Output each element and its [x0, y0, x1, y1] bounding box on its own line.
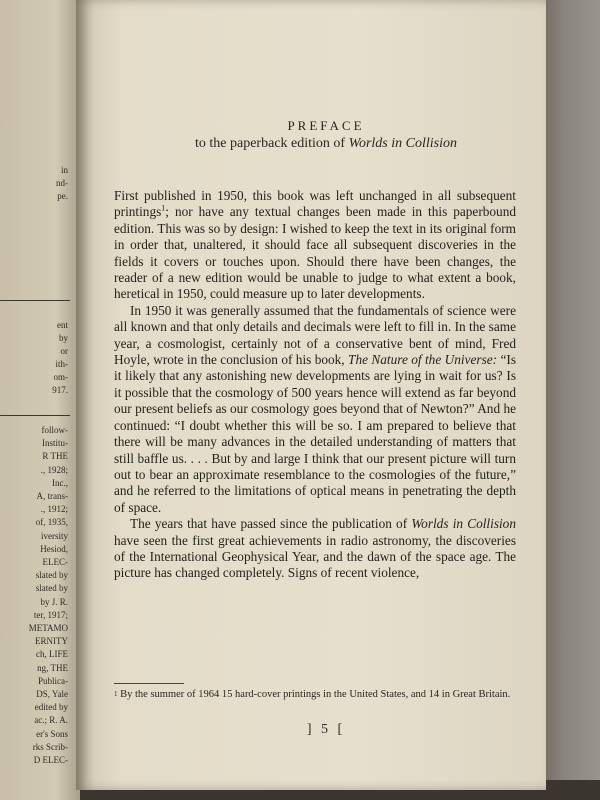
- left-page-fragment: er's Sons: [36, 728, 68, 739]
- left-page-fragment: R THE: [42, 451, 68, 462]
- left-page-fragment: ., 1928;: [40, 464, 68, 475]
- p2-text-b: “Is it likely that any astonishing new developments are lying in wait for us? Is it possible that the cosmology of 500 years hence will extend as far beyond our present beliefs as our cosmology goes beyond that of Newton?” And he continued: “I doubt whether this will be so. I am prepared to believe that there will be many advances in the detailed understanding of matters that still baffle us. . . . But by and large I think that our present picture will turn out to bear an approximate resemblance to the cosmologies of the future,” and he referred to the limitations of optical means in penetrating the depth of space.: [114, 352, 516, 515]
- paragraph-3: [114, 516, 516, 582]
- left-page-fragment: nd-: [56, 178, 68, 188]
- footnote-ref: 1: [161, 203, 166, 213]
- p3-text-a: The years that have passed since the publication of: [130, 516, 412, 532]
- left-page-fragment: ter, 1917;: [33, 609, 68, 620]
- left-page-fragment: slated by: [35, 583, 68, 594]
- p1-text-b: ; nor have any textual changes been made in this paperbound edition. This was so by design: I wished to keep the text in its original form in order that, unaltered, it should face all subsequent discoveries in the fields it covers or touches upon. Should there have been changes, the reader of a new edition would be unable to judge to what extent a book, heretical in 1950, could measure up to later developments.: [114, 204, 516, 302]
- left-page: [0, 0, 80, 800]
- left-page-fragment: rks Scrib-: [32, 741, 68, 752]
- left-page-fragment: ch, LIFE: [36, 649, 68, 660]
- subtitle-prefix: to the paperback edition of: [195, 136, 349, 151]
- left-page-fragment: ng, THE: [37, 662, 68, 673]
- left-page-fragment: 917.: [52, 385, 68, 395]
- left-page-rule: [0, 415, 70, 416]
- left-page-fragment: slated by: [35, 570, 68, 581]
- left-page-fragment: of, 1935,: [35, 517, 68, 528]
- p1-text-a: First published in 1950, this book was left unchanged in all subsequent printings: [114, 188, 516, 220]
- left-page-fragment: edited by: [34, 702, 68, 713]
- left-page-fragment: ELEC-: [42, 557, 68, 567]
- footnote-text: By the summer of 1964 15 hard-cover printings in the United States, and 14 in Great Britain.: [117, 689, 511, 700]
- preface-subtitle: [116, 136, 536, 152]
- left-page-fragment: DS, Yale: [36, 689, 68, 699]
- p2-book-title: The Nature of the Universe:: [348, 352, 498, 368]
- preface-body: [114, 188, 516, 582]
- footnote-rule: [114, 683, 184, 684]
- footnote-number: 1: [114, 690, 118, 698]
- left-page-fragment: follow-: [41, 425, 68, 435]
- left-page-fragment: in: [60, 165, 68, 175]
- p3-book-title: Worlds in Collision: [411, 516, 516, 532]
- footnote: [114, 688, 516, 701]
- preface-title: PREFACE: [287, 118, 365, 133]
- left-page-fragment: Publica-: [38, 675, 68, 686]
- left-page-fragment: pe.: [57, 191, 68, 201]
- p2-text-a: In 1950 it was generally assumed that the fundamentals of science were all known and that only details and decimals were left to fill in. In the same year, a cosmologist, certainly not of a conservative bent of mind, Fred Hoyle, wrote in the conclusion of his book,: [114, 302, 516, 368]
- left-page-fragment: ith-: [55, 359, 68, 369]
- left-page-fragment: Inc.,: [52, 477, 68, 488]
- left-page-rule: [0, 300, 70, 301]
- left-page-fragment: D ELEC-: [33, 755, 68, 765]
- left-page-fragment: Hesiod,: [40, 543, 68, 554]
- page-number: ] 5 [: [306, 722, 346, 737]
- left-page-fragment: A, trans-: [36, 491, 68, 501]
- left-page-fragment: ac.; R. A.: [34, 715, 68, 726]
- left-page-fragment: iversity: [41, 530, 68, 541]
- left-page-fragment: ERNITY: [35, 636, 68, 647]
- left-page-fragment: by: [59, 333, 68, 343]
- paragraph-1: [114, 188, 516, 303]
- left-page-fragment: by J. R.: [40, 596, 68, 607]
- left-page-fragment: Institu-: [42, 438, 68, 449]
- left-page-fragment: om-: [53, 372, 68, 382]
- p3-text-b: have seen the first great achievements in radio astronomy, the discoveries of the International Geophysical Year, and the dawn of the space age. The picture has changed completely. Signs of recent violence,: [114, 532, 516, 581]
- left-page-fragment: ., 1912;: [40, 504, 68, 515]
- left-page-fragment: or: [60, 346, 68, 356]
- left-page-fragment: ent: [57, 320, 68, 330]
- left-page-fragment: METAMO: [28, 623, 68, 633]
- table-surface: [540, 0, 600, 800]
- book-page: [76, 0, 546, 790]
- subtitle-book-title: Worlds in Collision: [348, 136, 457, 151]
- paragraph-2: [114, 303, 516, 516]
